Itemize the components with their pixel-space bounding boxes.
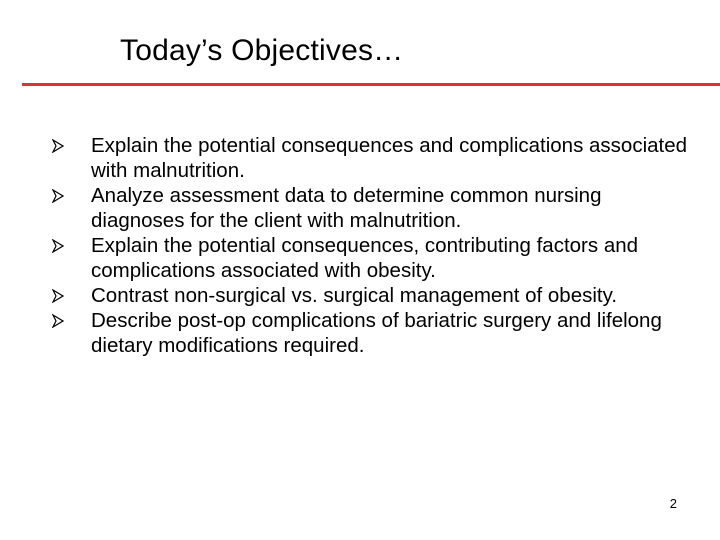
objective-item bbox=[0, 133, 720, 183]
title-divider bbox=[22, 83, 720, 86]
objective-item bbox=[0, 308, 720, 358]
arrowhead-bullet-icon bbox=[52, 239, 64, 253]
objective-item bbox=[0, 233, 720, 283]
objective-text: Explain the potential consequences, contributing factors and complications associated with obesity. bbox=[91, 234, 639, 282]
arrowhead-bullet-icon bbox=[52, 314, 64, 328]
arrowhead-bullet-icon bbox=[52, 139, 64, 153]
objective-item bbox=[0, 283, 720, 308]
objective-item bbox=[0, 183, 720, 233]
objectives-list bbox=[0, 133, 720, 358]
objective-text: Analyze assessment data to determine common nursing diagnoses for the client with malnutrition. bbox=[91, 184, 602, 232]
objective-text: Explain the potential consequences and complications associated with malnutrition. bbox=[91, 134, 688, 182]
objective-text: Describe post-op complications of bariatric surgery and lifelong dietary modifications required. bbox=[91, 309, 662, 357]
page-number: 2 bbox=[669, 496, 677, 511]
objective-text: Contrast non-surgical vs. surgical management of obesity. bbox=[91, 284, 618, 307]
arrowhead-bullet-icon bbox=[52, 289, 64, 303]
slide-title: Today’s Objectives… bbox=[120, 34, 404, 67]
arrowhead-bullet-icon bbox=[52, 189, 64, 203]
